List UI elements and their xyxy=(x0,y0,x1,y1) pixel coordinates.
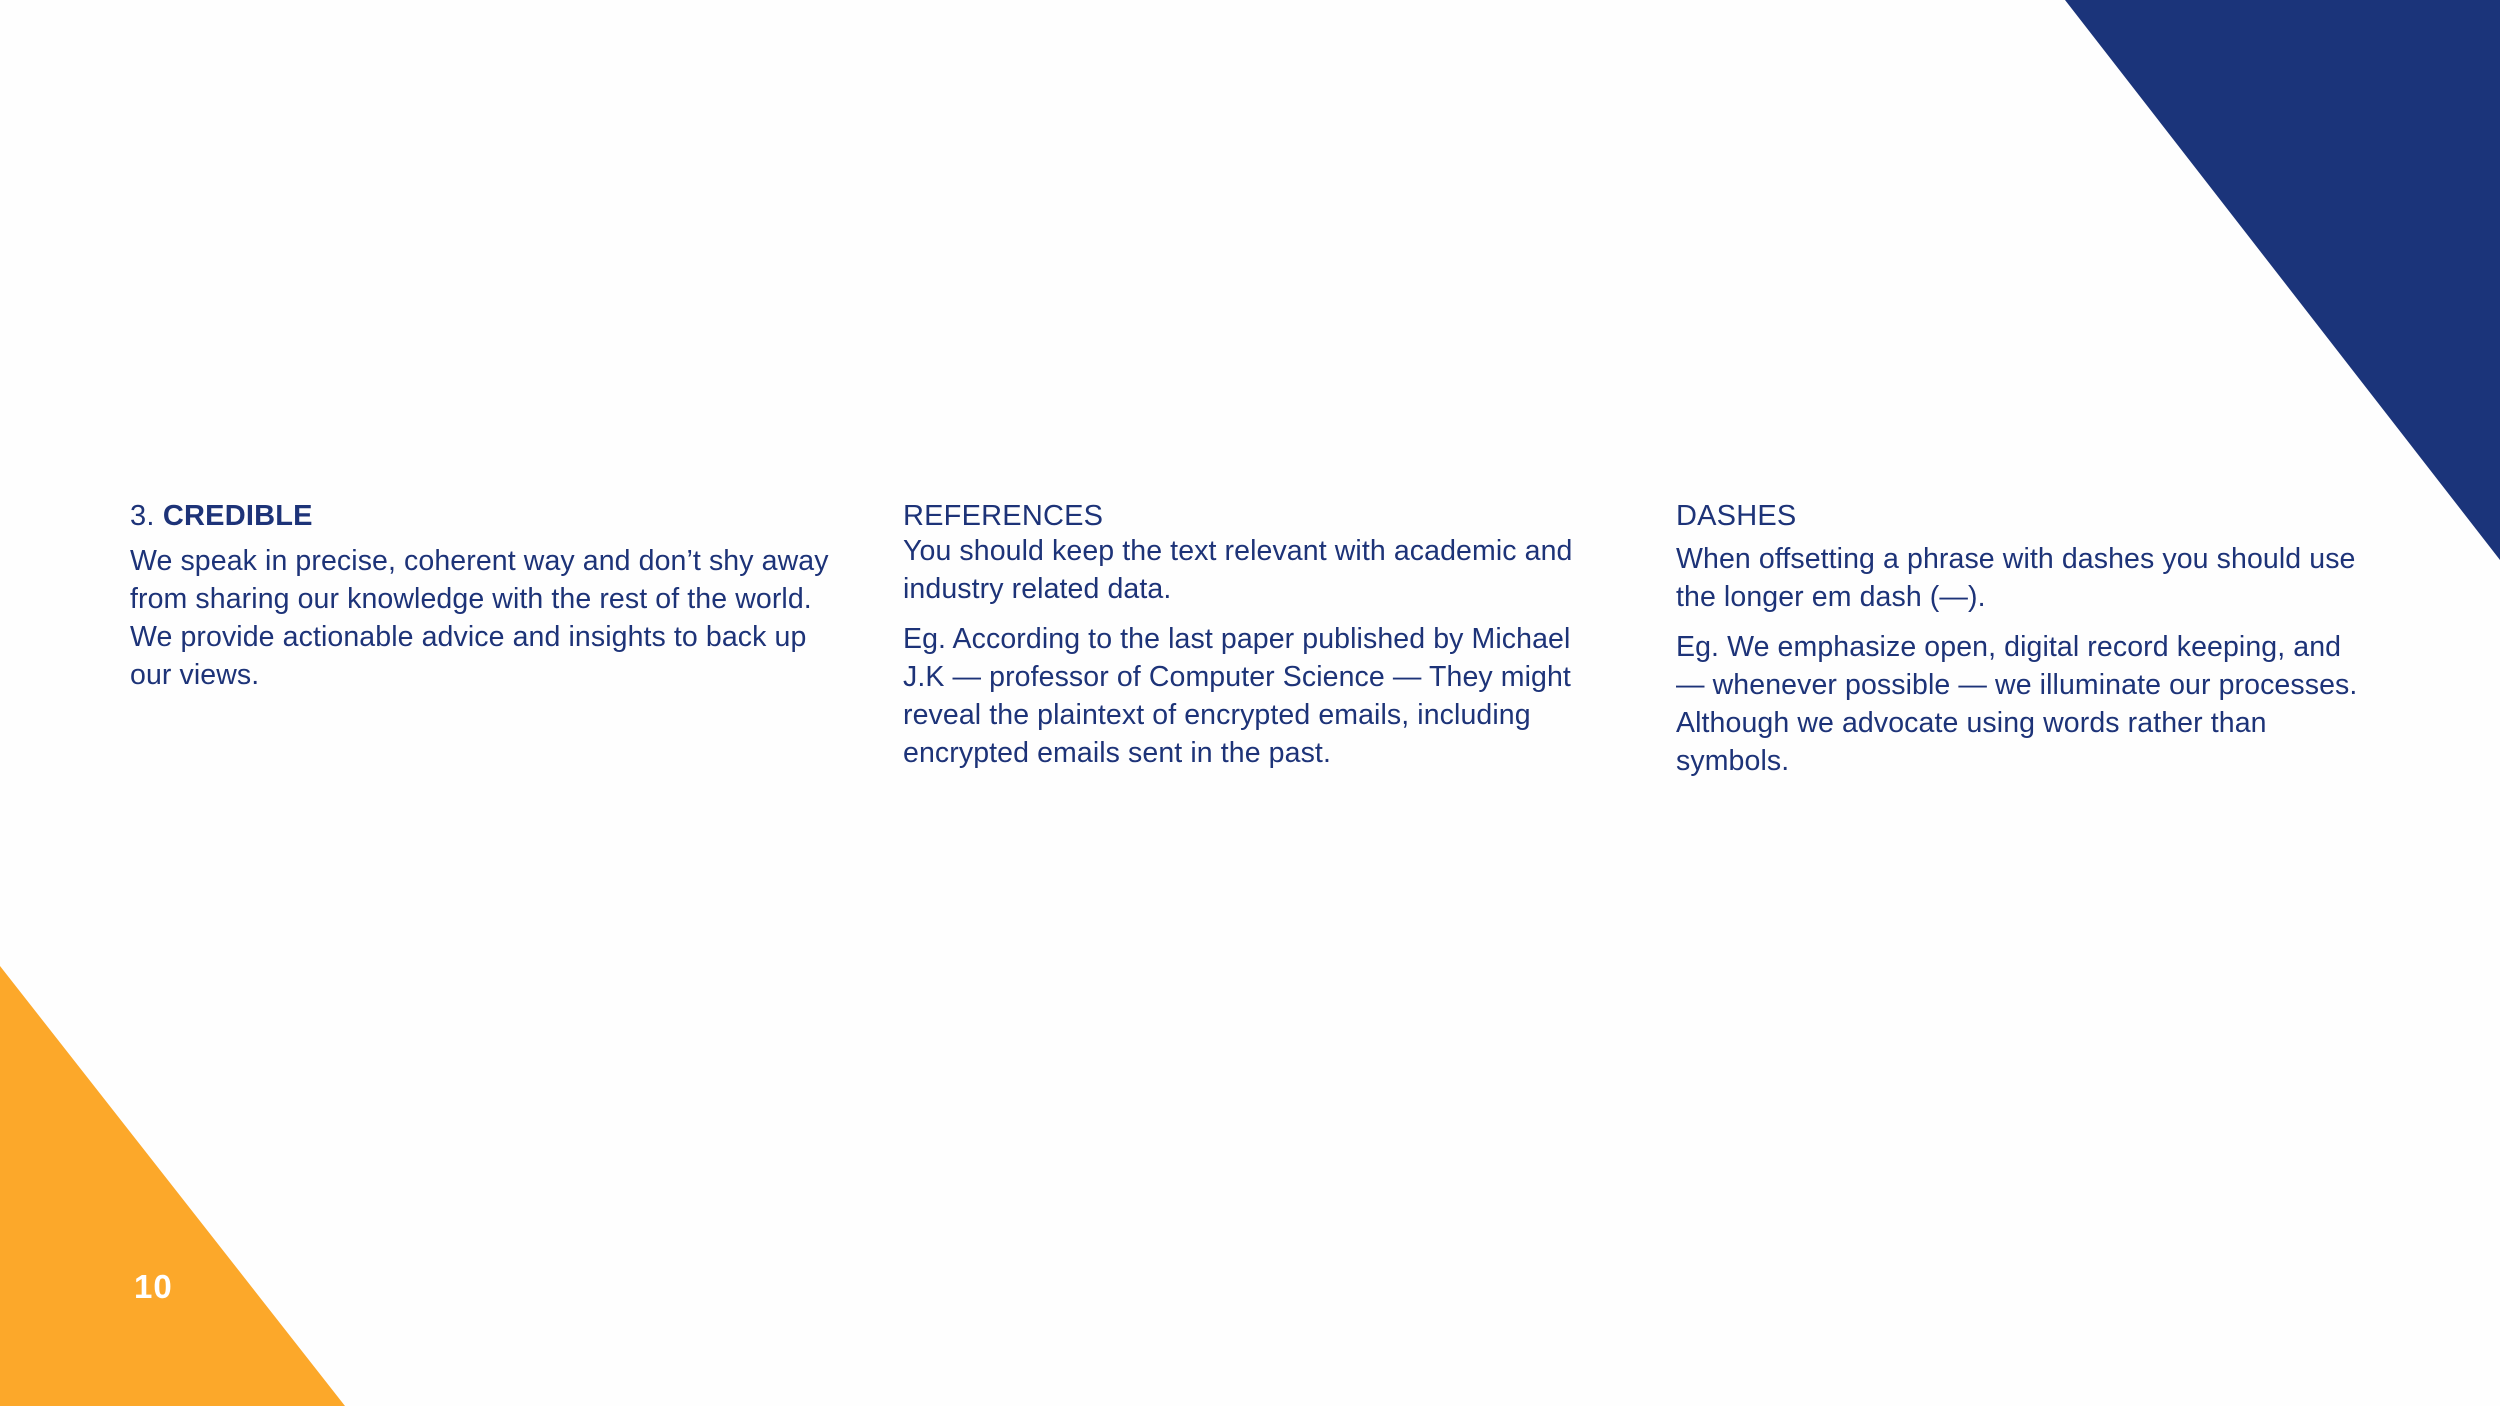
section-credible xyxy=(130,494,830,694)
section-body: You should keep the text relevant with academic and industry related data. xyxy=(903,535,1573,605)
section-title: CREDIBLE xyxy=(162,500,313,532)
page-number: 10 xyxy=(134,1268,173,1305)
section-number: 3. xyxy=(130,500,155,532)
section-title: DASHES xyxy=(1676,500,1797,532)
section-body: When offsetting a phrase with dashes you should use the longer em dash (—). xyxy=(1676,543,2356,613)
section-example: Eg. According to the last paper published by Michael J.K — professor of Computer Science — They might reveal the plaintext of encrypted emails, including encrypted emails sent in the past. xyxy=(903,623,1571,769)
section-heading xyxy=(130,494,830,538)
section-example: Eg. We emphasize open, digital record keeping, and — whenever possible — we illuminate our processes. Although we advocate using words rather than symbols. xyxy=(1676,631,2358,777)
section-title: REFERENCES xyxy=(903,500,1104,532)
section-references xyxy=(903,494,1603,772)
decorative-triangle-top-right xyxy=(2065,0,2500,560)
decorative-triangle-bottom-left xyxy=(0,966,345,1406)
section-dashes xyxy=(1676,494,2376,780)
section-body: We speak in precise, coherent way and don’t shy away from sharing our knowledge with the rest of the world. We provide actionable advice and insights to back up our views. xyxy=(130,545,829,691)
